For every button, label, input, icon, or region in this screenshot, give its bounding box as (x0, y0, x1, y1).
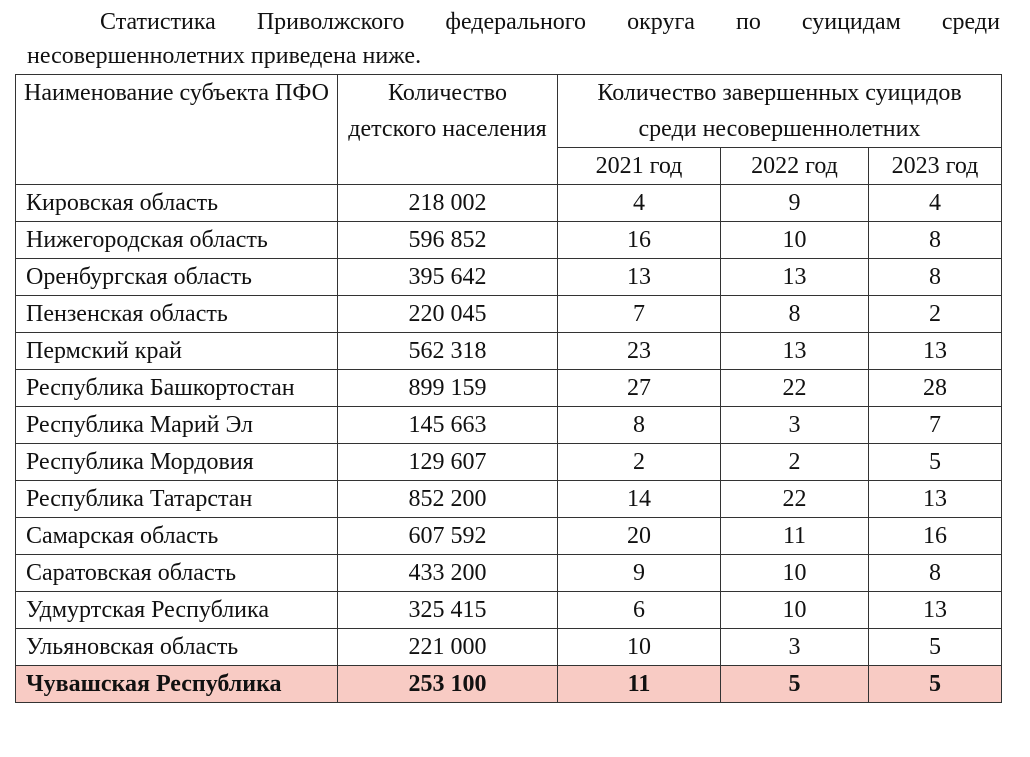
cell-population: 607 592 (338, 518, 558, 555)
cell-subject-name: Республика Татарстан (16, 481, 338, 518)
cell-2021: 9 (558, 555, 721, 592)
cell-population: 852 200 (338, 481, 558, 518)
cell-2021: 2 (558, 444, 721, 481)
cell-2023: 28 (869, 370, 1002, 407)
cell-2023: 13 (869, 592, 1002, 629)
cell-2023: 5 (869, 444, 1002, 481)
cell-2021: 20 (558, 518, 721, 555)
table-row (16, 407, 1002, 444)
cell-2023: 8 (869, 555, 1002, 592)
cell-2021: 23 (558, 333, 721, 370)
cell-population: 596 852 (338, 222, 558, 259)
intro-word: Статистика (100, 9, 216, 35)
intro-word: федерального (445, 9, 587, 35)
cell-2021: 8 (558, 407, 721, 444)
cell-2022: 10 (721, 592, 869, 629)
statistics-table (15, 74, 1002, 703)
cell-2022: 2 (721, 444, 869, 481)
intro-word: суицидам (801, 9, 901, 35)
cell-subject-name: Республика Мордовия (16, 444, 338, 481)
cell-2021: 4 (558, 185, 721, 222)
cell-2022: 3 (721, 407, 869, 444)
intro-line-1 (27, 6, 1000, 38)
cell-2021: 13 (558, 259, 721, 296)
cell-population: 145 663 (338, 407, 558, 444)
table-row (16, 333, 1002, 370)
cell-2023: 13 (869, 333, 1002, 370)
header-subject: Наименование субъекта ПФО (16, 75, 338, 185)
intro-word: среди (941, 9, 1000, 35)
intro-word: округа (627, 9, 695, 35)
table-row-highlighted (16, 666, 1002, 703)
cell-2023: 16 (869, 518, 1002, 555)
cell-2023: 8 (869, 222, 1002, 259)
cell-2022: 8 (721, 296, 869, 333)
cell-population: 325 415 (338, 592, 558, 629)
cell-2021: 10 (558, 629, 721, 666)
cell-subject-name: Оренбургская область (16, 259, 338, 296)
cell-population: 218 002 (338, 185, 558, 222)
cell-population: 253 100 (338, 666, 558, 703)
header-suicides: Количество завершенных суицидов среди несовершеннолетних (558, 75, 1002, 148)
cell-2022: 22 (721, 370, 869, 407)
cell-subject-name: Республика Марий Эл (16, 407, 338, 444)
cell-2023: 4 (869, 185, 1002, 222)
table-row (16, 518, 1002, 555)
cell-population: 899 159 (338, 370, 558, 407)
table-row (16, 592, 1002, 629)
cell-subject-name: Кировская область (16, 185, 338, 222)
intro-paragraph (27, 6, 1000, 72)
cell-population: 129 607 (338, 444, 558, 481)
cell-2023: 5 (869, 666, 1002, 703)
intro-line-2: несовершеннолетних приведена ниже. (27, 43, 422, 69)
cell-2023: 8 (869, 259, 1002, 296)
cell-2023: 13 (869, 481, 1002, 518)
cell-population: 562 318 (338, 333, 558, 370)
cell-subject-name: Саратовская область (16, 555, 338, 592)
cell-2022: 3 (721, 629, 869, 666)
header-year-2021: 2021 год (558, 148, 721, 185)
cell-subject-name: Удмуртская Республика (16, 592, 338, 629)
cell-2023: 2 (869, 296, 1002, 333)
cell-subject-name: Чувашская Республика (16, 666, 338, 703)
cell-2021: 14 (558, 481, 721, 518)
table-row (16, 296, 1002, 333)
cell-2021: 16 (558, 222, 721, 259)
table-row (16, 370, 1002, 407)
cell-2022: 13 (721, 259, 869, 296)
cell-subject-name: Нижегородская область (16, 222, 338, 259)
table-row (16, 444, 1002, 481)
header-year-2022: 2022 год (721, 148, 869, 185)
cell-subject-name: Пензенская область (16, 296, 338, 333)
table-row (16, 481, 1002, 518)
cell-2021: 6 (558, 592, 721, 629)
cell-2022: 11 (721, 518, 869, 555)
cell-2021: 7 (558, 296, 721, 333)
cell-2021: 11 (558, 666, 721, 703)
intro-word: Приволжского (256, 9, 405, 35)
cell-population: 395 642 (338, 259, 558, 296)
cell-2022: 13 (721, 333, 869, 370)
table-row (16, 185, 1002, 222)
cell-2021: 27 (558, 370, 721, 407)
cell-subject-name: Ульяновская область (16, 629, 338, 666)
table-row (16, 629, 1002, 666)
cell-subject-name: Самарская область (16, 518, 338, 555)
cell-subject-name: Пермский край (16, 333, 338, 370)
header-year-2023: 2023 год (869, 148, 1002, 185)
table-row (16, 259, 1002, 296)
cell-subject-name: Республика Башкортостан (16, 370, 338, 407)
cell-population: 433 200 (338, 555, 558, 592)
cell-2022: 5 (721, 666, 869, 703)
cell-population: 220 045 (338, 296, 558, 333)
intro-word: по (736, 9, 761, 35)
cell-2023: 7 (869, 407, 1002, 444)
cell-2022: 22 (721, 481, 869, 518)
cell-2022: 10 (721, 222, 869, 259)
header-population: Количество детского населения (338, 75, 558, 185)
cell-2022: 9 (721, 185, 869, 222)
cell-2023: 5 (869, 629, 1002, 666)
cell-population: 221 000 (338, 629, 558, 666)
header-row (16, 75, 1002, 148)
table-row (16, 555, 1002, 592)
table-row (16, 222, 1002, 259)
cell-2022: 10 (721, 555, 869, 592)
